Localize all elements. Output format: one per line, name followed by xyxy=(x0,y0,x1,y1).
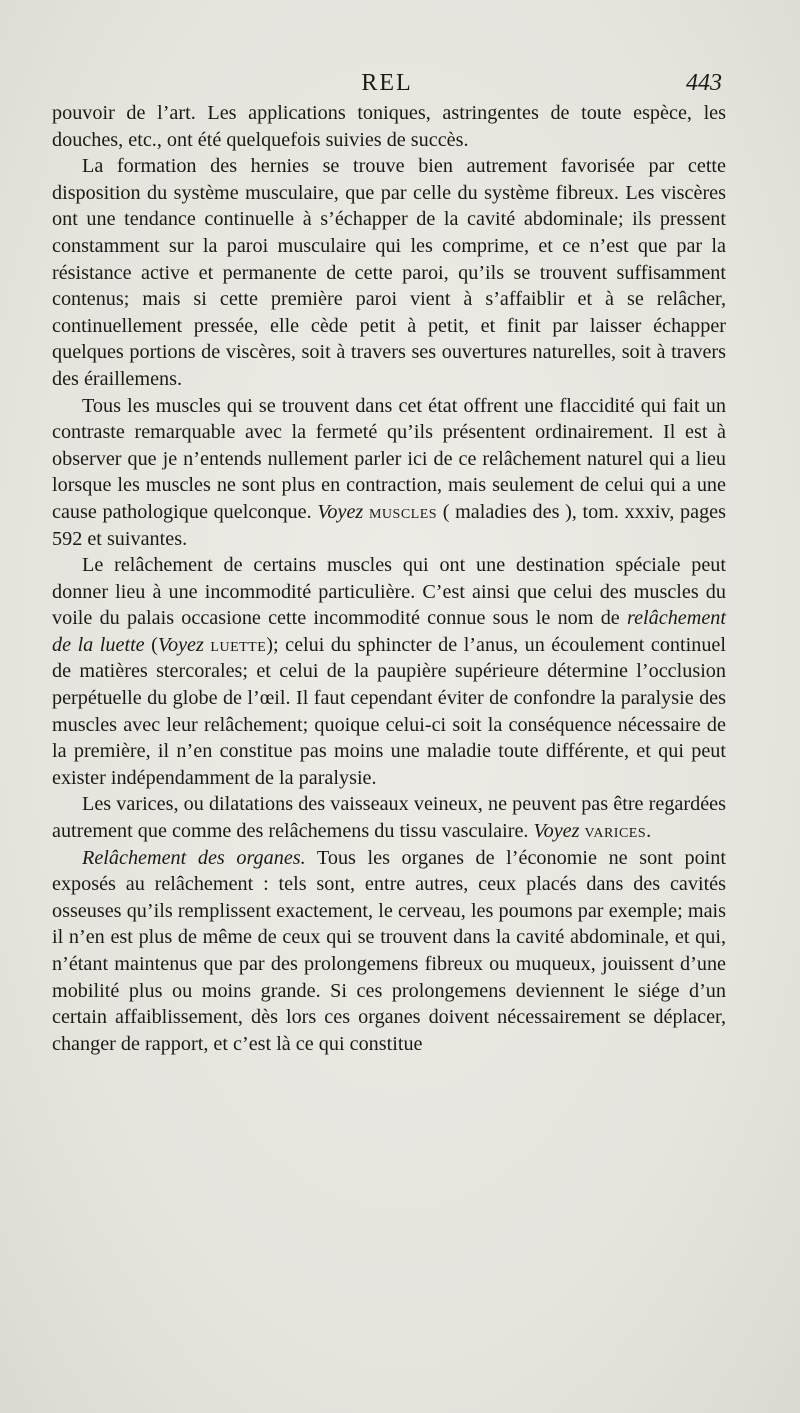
paragraph-3-text: Tous les muscles qui se trouvent dans cet état offrent une flaccidité qui fait un contraste remarquable avec la fermeté qu’ils présentent ordinairement. Il est à observer que je n’entends nullement parler ici de ce relâchement naturel qui a lieu lorsque les muscles ne sont plus en contraction, mais seulement de celui qui a une cause pathologique quelconque. xyxy=(52,394,726,523)
paragraph-6 xyxy=(52,845,726,1058)
paragraph-5-text: Les varices, ou dilatations des vaisseaux veineux, ne peuvent pas être regardées autrement que comme des relâchemens du tissu vasculaire. xyxy=(52,793,726,843)
italic-term: relâchement de la luette xyxy=(52,607,726,656)
paragraph-4 xyxy=(52,552,726,791)
paragraph-1 xyxy=(52,100,726,153)
paragraph-2 xyxy=(52,153,726,392)
running-head-title: REL xyxy=(361,70,413,96)
voyez-reference: Voyez xyxy=(317,500,364,523)
voyez-reference: Voyez xyxy=(157,633,204,656)
paragraph-6-text: Tous les organes de l’économie ne sont point exposés au relâchement : tels sont, entre autres, ceux placés dans des cavités osseuses qu’ils remplissent exactement, le cerveau, les poumons par exemple; mais il n’en est plus de même de ceux qui se trouvent dans la cavité abdominale, et qui, n’étant maintenus que par des prolongemens fibreux ou muqueux, jouissent d’une mobilité plus ou moins grande. Si ces prolongemens deviennent le siége d’un certain affaiblissement, dès lors ces organes doivent nécessairement se déplacer, changer de rapport, et c’est là ce qui constitue xyxy=(52,846,726,1055)
paragraph-1-text: pouvoir de l’art. Les applications toniques, astringentes de toute espèce, les douches, etc., ont été quelquefois suivies de succès. xyxy=(52,102,726,151)
paragraph-4-text: Le relâchement de certains muscles qui ont une destination spéciale peut donner lieu à une incommodité particulière. C’est ainsi que celui des muscles du voile du palais occasione cette incommodité connue sous le nom de xyxy=(52,554,726,630)
body-text xyxy=(52,100,726,1057)
running-head xyxy=(52,66,722,100)
cross-reference-luette: luette xyxy=(210,633,267,656)
paragraph-5 xyxy=(52,791,726,844)
voyez-reference: Voyez xyxy=(533,820,580,843)
cross-reference-varices: varices. xyxy=(584,820,652,843)
paragraph-3 xyxy=(52,393,726,553)
section-heading: Relâchement des organes. xyxy=(82,846,306,869)
open-paren: ( xyxy=(144,633,158,656)
page-number: 443 xyxy=(686,70,722,96)
paragraph-4-tail: ); celui du sphincter de l’anus, un écoulement continuel de matières stercorales; et celui de la paupière supérieure détermine l’occlusion perpétuelle du globe de l’œil. Il faut cependant éviter de confondre la paralysie des muscles avec leur relâchement; quoique celui-ci soit la conséquence nécessaire de la première, il n’en constitue pas moins une maladie toute différente, et qui peut exister indépendamment de la paralysie. xyxy=(52,633,726,789)
paragraph-2-text: La formation des hernies se trouve bien autrement favorisée par cette disposition du système musculaire, que par celle du système fibreux. Les viscères ont une tendance continuelle à s’échapper de la cavité abdominale; ils pressent constamment sur la paroi musculaire qui les comprime, et ce n’est que par la résistance active et permanente de cette paroi, qu’ils se trouvent suffisamment contenus; mais si cette première paroi vient à s’affaiblir et à se relâcher, continuellement pressée, elle cède petit à petit, et finit par laisser échapper quelques portions de viscères, soit à travers ses ouvertures naturelles, soit à travers des éraillemens. xyxy=(52,155,726,390)
paragraph-3-tail: ( maladies des ), tom. xxxiv, pages 592 et suivantes. xyxy=(52,500,726,550)
cross-reference-muscles: muscles xyxy=(368,500,438,523)
